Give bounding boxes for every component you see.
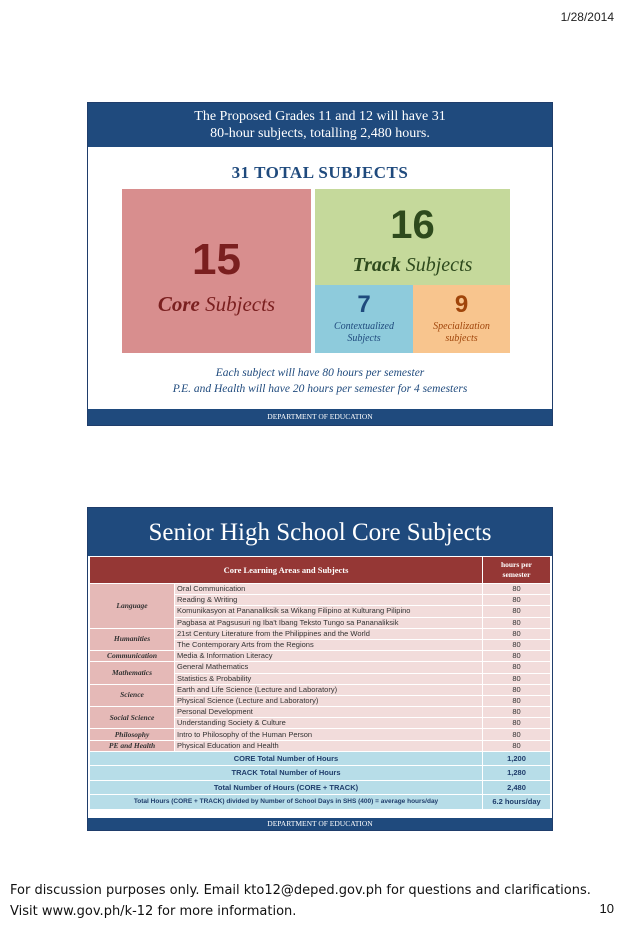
- hours-notes: [88, 365, 552, 397]
- subject-cell: Physical Education and Health: [175, 740, 483, 751]
- subject-cell: Statistics & Probability: [175, 673, 483, 684]
- table-row: [90, 684, 551, 695]
- table-header-row: [90, 557, 551, 584]
- slide-footer: DEPARTMENT OF EDUCATION: [88, 409, 552, 425]
- hours-cell: 80: [483, 639, 551, 650]
- subject-cell: General Mathematics: [175, 662, 483, 673]
- hours-cell: 80: [483, 707, 551, 718]
- note-line-1: Each subject will have 80 hours per semester: [215, 367, 425, 379]
- table-row: [90, 662, 551, 673]
- hours-cell: 80: [483, 662, 551, 673]
- contextualized-label: Contextualized Subjects: [334, 321, 394, 344]
- track-count: 16: [390, 203, 435, 247]
- total-value-cell: 6.2 hours/day: [483, 795, 551, 810]
- subject-cell: Komunikasyon at Pananaliksik sa Wikang Filipino at Kulturang Pilipino: [175, 606, 483, 617]
- contextualized-count: 7: [357, 291, 371, 318]
- disclaimer-line-1: For discussion purposes only. Email kto12@deped.gov.ph for questions and clarifications.: [10, 883, 591, 898]
- learning-area-cell: PE and Health: [90, 740, 175, 751]
- header-line-2: 80-hour subjects, totalling 2,480 hours.: [210, 126, 430, 141]
- hours-cell: 80: [483, 673, 551, 684]
- core-subjects-block: [122, 189, 311, 353]
- hours-cell: 80: [483, 684, 551, 695]
- subject-cell: Media & Information Literacy: [175, 651, 483, 662]
- hours-cell: 80: [483, 651, 551, 662]
- slide-title: Senior High School Core Subjects: [88, 508, 552, 556]
- slide-total-subjects: [87, 102, 553, 426]
- learning-area-cell: Science: [90, 684, 175, 706]
- total-value-cell: 1,280: [483, 766, 551, 781]
- specialization-label: Specialization subjects: [433, 321, 490, 344]
- hours-cell: 80: [483, 729, 551, 740]
- hours-cell: 80: [483, 595, 551, 606]
- core-subjects-table: [89, 556, 551, 810]
- hours-cell: 80: [483, 718, 551, 729]
- total-subjects-heading: 31 TOTAL SUBJECTS: [231, 163, 409, 182]
- core-label: Core Subjects: [157, 292, 276, 316]
- core-count: 15: [192, 235, 241, 284]
- header-line-1: The Proposed Grades 11 and 12 will have 31: [194, 109, 446, 124]
- contextualized-block: [315, 285, 413, 353]
- total-label-cell: CORE Total Number of Hours: [90, 751, 483, 766]
- table-row: [90, 707, 551, 718]
- learning-area-cell: Social Science: [90, 707, 175, 729]
- subject-cell: Reading & Writing: [175, 595, 483, 606]
- total-label-cell: TRACK Total Number of Hours: [90, 766, 483, 781]
- subject-cell: 21st Century Literature from the Philippines and the World: [175, 628, 483, 639]
- specialization-count: 9: [454, 291, 469, 318]
- table-row: [90, 584, 551, 595]
- totals-row: [90, 780, 551, 795]
- learning-area-cell: Philosophy: [90, 729, 175, 740]
- slide-header: [88, 103, 552, 147]
- totals-row: [90, 751, 551, 766]
- slide-footer: DEPARTMENT OF EDUCATION: [88, 818, 552, 830]
- learning-area-cell: Communication: [90, 651, 175, 662]
- learning-area-cell: Mathematics: [90, 662, 175, 684]
- hours-cell: 80: [483, 695, 551, 706]
- hours-cell: 80: [483, 617, 551, 628]
- table-row: [90, 740, 551, 751]
- slide-core-subjects: [87, 507, 553, 831]
- track-label: Track Subjects: [352, 254, 473, 276]
- subject-cell: Pagbasa at Pagsusuri ng Iba't Ibang Teksto Tungo sa Pananaliksik: [175, 617, 483, 628]
- subject-cell: Understanding Society & Culture: [175, 718, 483, 729]
- hours-cell: 80: [483, 606, 551, 617]
- table-row: [90, 628, 551, 639]
- subject-cell: Physical Science (Lecture and Laboratory): [175, 695, 483, 706]
- col-header-area: Core Learning Areas and Subjects: [90, 557, 483, 584]
- learning-area-cell: Language: [90, 584, 175, 629]
- print-date: 1/28/2014: [560, 10, 614, 24]
- total-label-cell: Total Number of Hours (CORE + TRACK): [90, 780, 483, 795]
- table-row: [90, 729, 551, 740]
- disclaimer: [10, 880, 591, 922]
- page-number: 10: [599, 901, 614, 916]
- learning-area-cell: Humanities: [90, 628, 175, 650]
- totals-row: [90, 766, 551, 781]
- hours-cell: 80: [483, 628, 551, 639]
- total-label-cell: Total Hours (CORE + TRACK) divided by Number of School Days in SHS (400) = average hours/day: [90, 795, 483, 810]
- table-row: [90, 651, 551, 662]
- specialization-block: [413, 285, 510, 353]
- total-value-cell: 2,480: [483, 780, 551, 795]
- totals-row: [90, 795, 551, 810]
- hours-cell: 80: [483, 740, 551, 751]
- hours-cell: 80: [483, 584, 551, 595]
- subject-cell: Intro to Philosophy of the Human Person: [175, 729, 483, 740]
- subject-cell: The Contemporary Arts from the Regions: [175, 639, 483, 650]
- subject-cell: Personal Development: [175, 707, 483, 718]
- subject-cell: Oral Communication: [175, 584, 483, 595]
- note-line-2: P.E. and Health will have 20 hours per semester for 4 semesters: [172, 383, 468, 395]
- disclaimer-line-2: Visit www.gov.ph/k-12 for more information.: [10, 904, 297, 919]
- col-header-hours: hours per semester: [483, 557, 551, 584]
- total-value-cell: 1,200: [483, 751, 551, 766]
- track-subjects-block: [315, 189, 510, 285]
- subject-cell: Earth and Life Science (Lecture and Laboratory): [175, 684, 483, 695]
